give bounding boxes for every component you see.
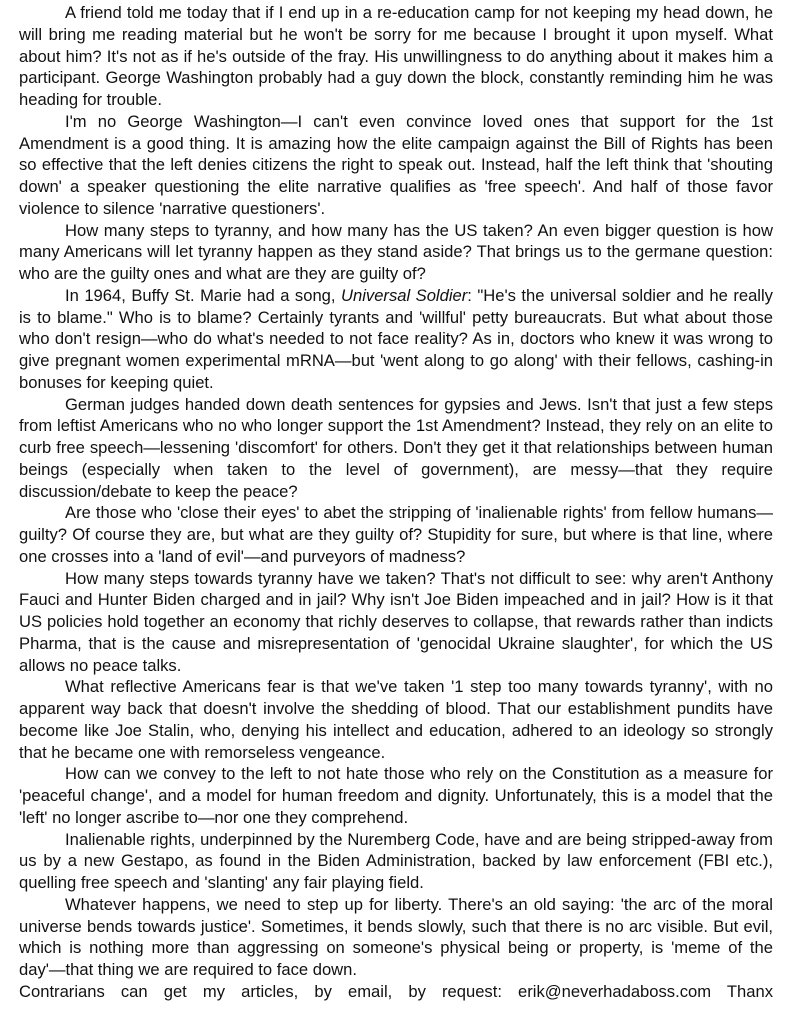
song-title: Universal Soldier — [341, 285, 468, 305]
paragraph-9: How can we convey to the left to not hate those who rely on the Constitution as a measure for 'peaceful change', and a model for human freedom and dignity. Unfortunately, this is a model that the 'left' no longer ascribe to—nor one they comprehend. — [19, 764, 773, 827]
paragraph-11: Whatever happens, we need to step up for liberty. There's an old saying: 'the arc of the moral universe bends towards justice'. Sometimes, it bends slowly, such that there is no arc visible. But evil, which is nothing more than aggressing on someone's physical being or property, is 'meme of the day'—that thing we are required to face down. — [19, 894, 773, 979]
closing-line: Contrarians can get my articles, by email, by request: erik@neverhadaboss.com Thanx — [19, 981, 773, 1001]
paragraph-4-text-after: : "He's the universal soldier and he really is to blame." Who is to blame? Certainly tyrants and 'willful' petty bureaucrats. But what about those who don't resign—who do what's needed to not face reality? As in, doctors who knew it was wrong to give pregnant women experimental mRNA—but 'went along to go along' with their fellows, cashing-in bonuses for keeping quiet. — [19, 285, 773, 392]
paragraph-7: How many steps towards tyranny have we taken? That's not difficult to see: why aren't Anthony Fauci and Hunter Biden charged and in jail? Why isn't Joe Biden impeached and in jail? How is it that US policies hold together an economy that richly deserves to collapse, that rewards rather than indicts Pharma, that is the cause and misrepresentation of 'genocidal Ukraine slaughter', for which the US allows no peace talks. — [19, 568, 773, 675]
paragraph-6: Are those who 'close their eyes' to abet the stripping of 'inalienable rights' from fellow humans—guilty? Of course they are, but what are they guilty of? Stupidity for sure, but where is that line, where one crosses into a 'land of evil'—and purveyors of madness? — [19, 503, 773, 566]
paragraph-3: How many steps to tyranny, and how many has the US taken? An even bigger question is how many Americans will let tyranny happen as they stand aside? That brings us to the germane question: who are the guilty ones and what are they are guilty of? — [19, 220, 773, 283]
paragraph-4-text-before: In 1964, Buffy St. Marie had a song, — [65, 285, 341, 305]
paragraph-1: A friend told me today that if I end up in a re-education camp for not keeping my head down, he will bring me reading material but he won't be sorry for me because I brought it upon myself. What about him? It's not as if he's outside of the fray. His unwillingness to do anything about it makes him a participant. George Washington probably had a guy down the block, constantly reminding him he was heading for trouble. — [19, 3, 773, 109]
paragraph-2: I'm no George Washington—I can't even convince loved ones that support for the 1st Amendment is a good thing. It is amazing how the elite campaign against the Bill of Rights has been so effective that the left denies citizens the right to speak out. Instead, half the left think that 'shouting down' a speaker questioning the elite narrative qualifies as 'free speech'. And half of those favor violence to silence 'narrative questioners'. — [19, 111, 773, 218]
paragraph-4 — [19, 285, 773, 394]
paragraph-8: What reflective Americans fear is that we've taken '1 step too many towards tyranny', with no apparent way back that doesn't involve the shedding of blood. That our establishment pundits have become like Joe Stalin, who, denying his intellect and education, adhered to an ideology so strongly that he became one with remorseless vengeance. — [19, 677, 773, 762]
paragraph-10: Inalienable rights, underpinned by the Nuremberg Code, have and are being stripped-away from us by a new Gestapo, as found in the Biden Administration, backed by law enforcement (FBI etc.), quelling free speech and 'slanting' any fair playing field. — [19, 829, 773, 892]
paragraph-5: German judges handed down death sentences for gypsies and Jews. Isn't that just a few steps from leftist Americans who no who longer support the 1st Amendment? Instead, they rely on an elite to curb free speech—lessening 'discomfort' for others. Don't they get it that relationships between human beings (especially when taken to the level of government), are messy—that they require discussion/debate to keep the peace? — [19, 394, 773, 501]
